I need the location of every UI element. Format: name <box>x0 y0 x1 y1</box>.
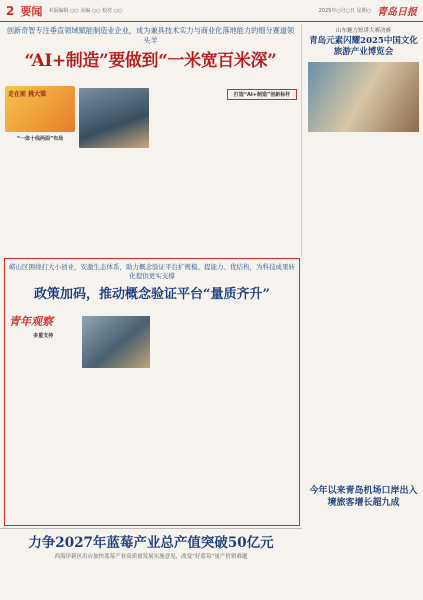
bottom-story <box>0 528 302 600</box>
promo-banner-icon <box>5 86 75 132</box>
lead-crosshead-2: 打造“AI+制造”创新标杆 <box>227 89 297 100</box>
feature-column-4 <box>227 313 296 521</box>
lead-story <box>0 24 302 256</box>
lead-subhead: 创新奇智专注垂直领域赋能制造业企业，成为兼具技术实力与商业化落地能力的细分赛道领头羊 <box>6 26 295 45</box>
bottom-column-2 <box>79 563 149 600</box>
masthead-date: 2025年○月○日 星期○ <box>318 8 371 14</box>
lead-photo-icon <box>79 88 149 148</box>
lead-body <box>5 86 297 252</box>
lead-column-2 <box>79 86 149 252</box>
bottom-subhead: 西海岸新区出台加快蓝莓产业高质量发展实施意见，改变“好蓝莓”量产价销难题 <box>54 554 248 560</box>
feature-kicker: 崂山区围绕打大小创业，安激生态体系，助力概念验证平台扩规模、提能力、优结构，为科技成果转化提供更实支撑 <box>9 263 295 280</box>
right-headline-2: 今年以来青岛机场口岸出入境旅客增长超九成 <box>309 486 418 508</box>
right-kicker: 山东魅力短讲大赛决赛 <box>335 28 391 34</box>
bottom-column-3 <box>153 563 223 600</box>
bottom-body <box>5 563 297 600</box>
right-column <box>304 24 423 600</box>
feature-column-1 <box>9 313 78 521</box>
lead-column-4 <box>227 86 297 252</box>
right-headline: 青岛元素闪耀2025中国文化旅游产业博览会 <box>309 36 418 57</box>
right-photo-icon <box>308 62 419 132</box>
feature-photo-icon <box>82 316 151 368</box>
lead-headline: “AI+制造”要做到“一米宽百米深” <box>24 51 277 71</box>
bottom-column-4 <box>227 563 297 600</box>
page-number: 2 <box>6 3 15 18</box>
feature-crosshead: 多重支持 <box>33 333 54 339</box>
feature-headline: 政策加码，推动概念验证平台“量质齐升” <box>34 287 270 302</box>
lead-column-3 <box>153 86 223 252</box>
column-logo-icon: 青年观察 <box>9 315 53 328</box>
feature-column-3 <box>154 313 223 521</box>
newspaper-logo-icon: 青岛日报 <box>377 7 417 18</box>
bottom-column-1 <box>5 563 75 600</box>
promo-label: 走在前 挑大梁 <box>8 91 47 98</box>
lead-crosshead-1: “一体十线两面”布局 <box>16 136 64 142</box>
masthead <box>0 0 423 22</box>
feature-column-2 <box>82 313 151 521</box>
masthead-meta: 本版编辑 ○○ 美编 ○○ 校对 ○○ <box>48 8 123 14</box>
feature-body <box>9 313 295 521</box>
bottom-headline: 力争2027年蓝莓产业总产值突破50亿元 <box>28 535 274 551</box>
section-title: 要闻 <box>20 4 43 18</box>
lead-column-1 <box>5 86 75 252</box>
feature-story <box>4 258 300 526</box>
